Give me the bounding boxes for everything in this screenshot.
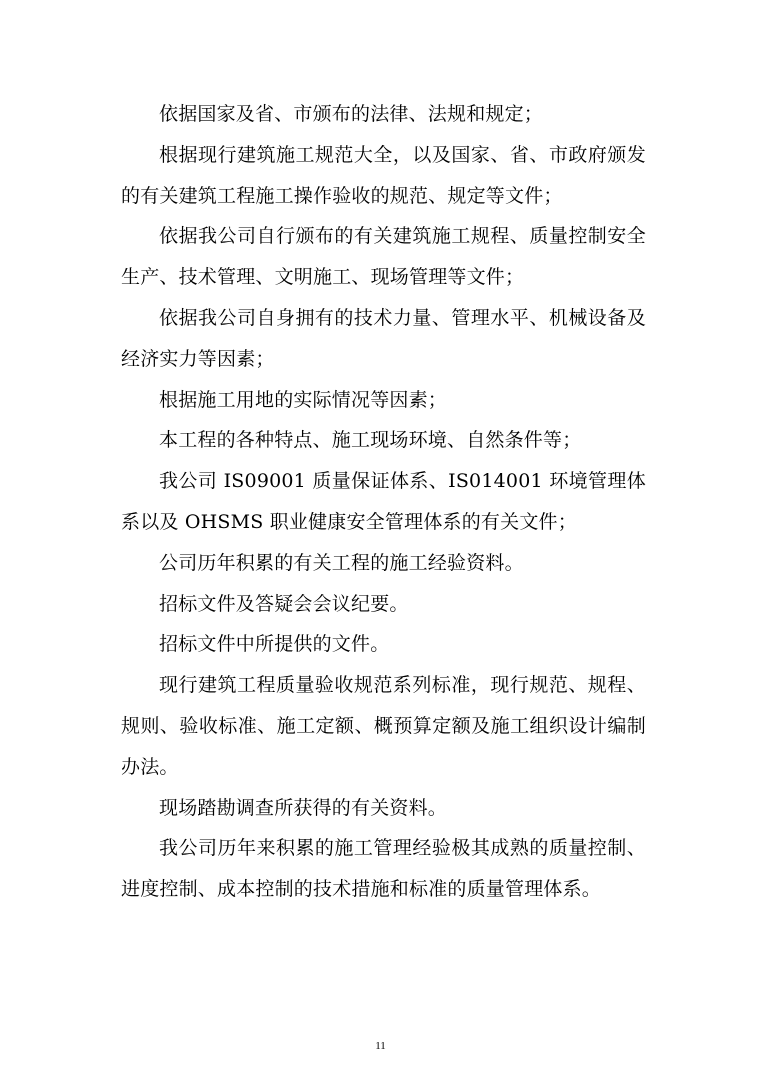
paragraph-bid-minutes: 招标文件及答疑会会议纪要。 <box>159 592 409 615</box>
paragraph-site-survey: 现场踏勘调查所获得的有关资料。 <box>159 796 448 819</box>
page-number: 11 <box>375 1040 386 1052</box>
paragraph-bid-documents: 招标文件中所提供的文件。 <box>159 633 390 656</box>
paragraph-experience: 公司历年积累的有关工程的施工经验资料。 <box>159 551 524 574</box>
paragraph-project-features: 本工程的各种特点、施工现场环境、自然条件等； <box>159 429 582 452</box>
paragraph-management-systems: 我公司 IS09001 质量保证体系、IS014001 环境管理体系以及 OHSMS 职业健康安全管理体系的有关文件； <box>121 470 646 533</box>
paragraph-site-conditions: 根据施工用地的实际情况等因素； <box>159 388 448 411</box>
paragraph-construction-codes: 根据现行建筑施工规范大全，以及国家、省、市政府颁发的有关建筑工程施工操作验收的规范、规定等文件； <box>121 143 646 207</box>
paragraph-standards: 现行建筑工程质量验收规范系列标准，现行规范、规程、规则、验收标准、施工定额、概预算定额及施工组织设计编制办法。 <box>121 674 646 778</box>
paragraph-quality-system: 我公司历年来积累的施工管理经验极其成熟的质量控制、进度控制、成本控制的技术措施和标准的质量管理体系。 <box>121 837 646 901</box>
document-body <box>121 94 646 910</box>
paragraph-laws: 依据国家及省、市颁布的法律、法规和规定； <box>159 103 544 125</box>
paragraph-company-capacity: 依据我公司自身拥有的技术力量、管理水平、机械设备及经济实力等因素； <box>121 306 646 370</box>
paragraph-company-regulations: 依据我公司自行颁布的有关建筑施工规程、质量控制安全生产、技术管理、文明施工、现场管理等文件； <box>121 225 646 289</box>
